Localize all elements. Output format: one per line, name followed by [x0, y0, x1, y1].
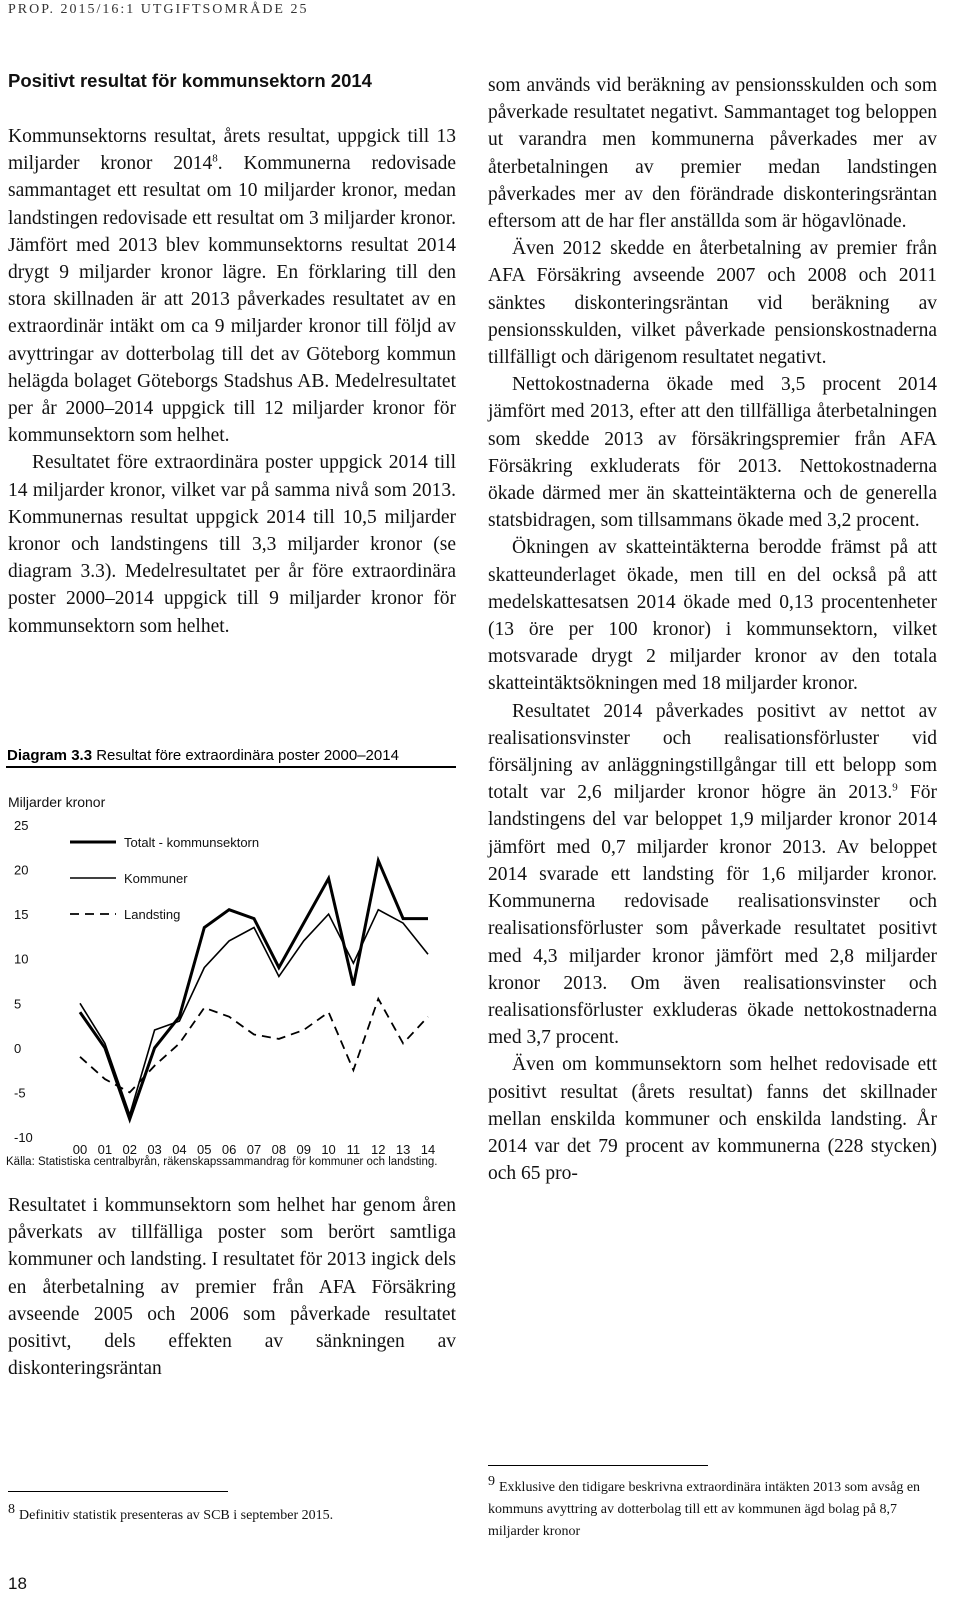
footnote-ref-9[interactable]: 9 [892, 781, 898, 794]
x-tick-label: 01 [97, 1142, 113, 1157]
diagram-number: Diagram 3.3 [7, 747, 93, 764]
diagram-3-3 [6, 747, 456, 1162]
x-tick-label: 02 [122, 1142, 137, 1157]
x-tick-label: 12 [371, 1142, 386, 1157]
x-tick-label: 03 [147, 1142, 162, 1157]
footnote-8-number: 8 [8, 1502, 15, 1518]
left-column [8, 123, 456, 640]
left-p1-text-b: . Kommunerna redovisade sammantaget ett resultat om 10 miljarder kronor, medan landstingen redovisade ett resultat om 3 miljarder kronor. Jämfört med 2013 blev kommunsektorns resultat 2014 drygt 9 miljarder kronor lägre. En förklaring till den stora skillnaden är att 2013 påverkades resultatet av en extraordinär intäkt om ca 9 miljarder kronor till följd av avyttringar av dotterbolag till det av Göteborg kommun helägda bolaget Göteborgs Stadshus AB. Medelresultatet per år 2000–2014 uppgick till 12 miljarder kronor för kommunsektorn som helhet. [8, 153, 456, 447]
x-tick-label: 14 [420, 1142, 436, 1157]
right-paragraph-5 [488, 698, 937, 1052]
x-tick-label: 06 [221, 1142, 237, 1157]
diagram-source: Källa: Statistiska centralbyrån, räkenskapssammandrag för kommuner och landsting. [6, 1156, 438, 1168]
legend-label-1: Totalt - kommunsektorn [124, 835, 260, 850]
x-tick-label: 13 [395, 1142, 411, 1157]
footnote-9-number: 9 [488, 1474, 495, 1490]
left-column-lower [8, 1192, 456, 1382]
y-tick-label: 0 [14, 1040, 22, 1056]
footnote-ref-8[interactable]: 8 [212, 152, 218, 165]
legend-label-3: Landsting [124, 907, 181, 922]
x-tick-label: 09 [296, 1142, 311, 1157]
line-chart [6, 770, 456, 1162]
legend-label-2: Kommuner [124, 871, 188, 886]
page-number: 18 [8, 1574, 27, 1593]
right-p5-text-a: Resultatet 2014 påverkades positivt av nettot av realisationsvinster och realisationsförluster vid försäljning av anläggningstillgångar till ett belopp som totalt var 2,6 miljarder kronor högre än 2013. [488, 700, 937, 804]
x-tick-label: 00 [72, 1142, 88, 1157]
y-tick-label: -10 [14, 1130, 33, 1145]
right-paragraph-2: Även 2012 skedde en återbetalning av premier från AFA Försäkring avseende 2007 och 2008 och 2011 sänktes diskonteringsräntan vid beräkning av pensionsskulden, vilket påverkade pensionskostnaderna tillfälligt och därigenom resultatet negativt. [488, 238, 937, 369]
right-paragraph-1: som används vid beräkning av pensionsskulden och som påverkade resultatet negativt. Sammantaget tog beloppen ut varandra men kommunerna påverkades mer av återbetalningen av premier medan landstingen påverkades mer av den förändrade diskonteringsräntan eftersom att de har fler anställda som är högavlönade. [488, 75, 937, 233]
left-p1-text-a: Kommunsektorns resultat, årets resultat, uppgick till 13 miljarder kronor 2014 [8, 126, 456, 175]
x-tick-label: 04 [172, 1142, 187, 1157]
x-tick-label: 08 [271, 1142, 287, 1157]
series-line-3 [80, 999, 428, 1093]
running-head: PROP. 2015/16:1 UTGIFTSOMRÅDE 25 [8, 2, 309, 17]
y-tick-label: -5 [14, 1085, 26, 1101]
x-tick-label: 05 [197, 1142, 212, 1157]
right-column [488, 72, 937, 1187]
x-tick-label: 07 [246, 1142, 262, 1157]
left-paragraph-3: Resultatet i kommunsektorn som helhet har genom åren påverkats av tillfälliga poster som berört samtliga kommuner och landsting. I resultatet för 2013 ingick dels en återbetalning av premier från AFA Försäkring avseende 2005 och 2006 som påverkade resultatet positivt, dels effekten av sänkningen av diskonteringsräntan [8, 1195, 456, 1380]
footnote-rule-left [8, 1491, 228, 1492]
y-tick-label: 15 [14, 907, 29, 923]
y-tick-label: 10 [14, 951, 29, 967]
section-heading: Positivt resultat för kommunsektorn 2014 [8, 70, 372, 91]
footnote-9-text: Exklusive den tidigare beskrivna extraordinära intäkten 2013 som avsåg en kommuns avyttring av dotterbolag till ett av kommunen ägd bolag på 8,7 miljarder kronor [488, 1480, 921, 1539]
series-line-2 [80, 910, 428, 1115]
x-tick-label: 11 [346, 1142, 361, 1157]
footnote-9 [488, 1474, 938, 1543]
diagram-title [6, 747, 456, 768]
x-tick-label: 10 [321, 1142, 336, 1157]
right-paragraph-4: Ökningen av skatteintäkterna berodde främst på att skatteunderlaget ökade, men till en del också på att medelskattesatsen 2014 ökade med 0,13 procentenheter (13 öre per 100 kronor) i kommunsektorn, vilket motsvarade drygt 2 miljarder kronor av den totala skatteintäktsökningen med 18 miljarder kronor. [488, 537, 937, 695]
footnote-8 [8, 1502, 448, 1527]
footnote-8-text: Definitiv statistik presenteras av SCB i september 2015. [19, 1508, 334, 1523]
right-paragraph-6: Även om kommunsektorn som helhet redovisade ett positivt resultat (årets resultat) fanns det skillnader mellan enskilda kommuner och enskilda landsting. År 2014 var det 79 procent av kommunerna (228 stycken) och 65 pro- [488, 1054, 937, 1185]
left-paragraph-1 [8, 123, 456, 449]
footnote-rule-right [488, 1465, 708, 1466]
right-paragraph-3: Nettokostnaderna ökade med 3,5 procent 2014 jämfört med 2013, efter att den tillfälliga återbetalningen som skedde 2013 av försäkringspremier från AFA Försäkring exkluderats för 2013. Nettokostnaderna ökade därmed mer än skatteintäkterna och de generella statsbidragen, som tillsammans ökade med 3,2 procent. [488, 374, 937, 532]
y-tick-label: 5 [14, 996, 22, 1012]
y-tick-label: 20 [14, 862, 29, 878]
right-p5-text-b: För landstingens del var beloppet 1,9 miljarder kronor 2014 jämfört med 0,7 miljarder kronor 2013. Av beloppet 2014 svarade ett landsting för 1,6 miljarder kronor. Kommunerna redovisade realisationsvinster och realisationsförluster som påverkade resultatet positivt med 4,3 miljarder kronor jämfört med 2,8 miljarder kronor 2013. Om även realisationsvinster och realisationsförluster exkluderas ökade nettokostnaderna med 3,7 procent. [488, 782, 938, 1049]
left-paragraph-2: Resultatet före extraordinära poster uppgick 2014 till 14 miljarder kronor, vilket var på samma nivå som 2013. Kommunernas resultat uppgick 2014 till 10,5 miljarder kronor och landstingens till 3,3 miljarder kronor (se diagram 3.3). Medelresultatet per år före extraordinära poster 2000–2014 uppgick till 9 miljarder kronor för kommunsektorn som helhet. [8, 452, 456, 637]
y-axis-label: Miljarder kronor [8, 794, 106, 810]
series-line-1 [80, 861, 428, 1119]
y-tick-label: 25 [14, 818, 29, 833]
diagram-title-text: Resultat före extraordinära poster 2000–2014 [96, 747, 399, 764]
